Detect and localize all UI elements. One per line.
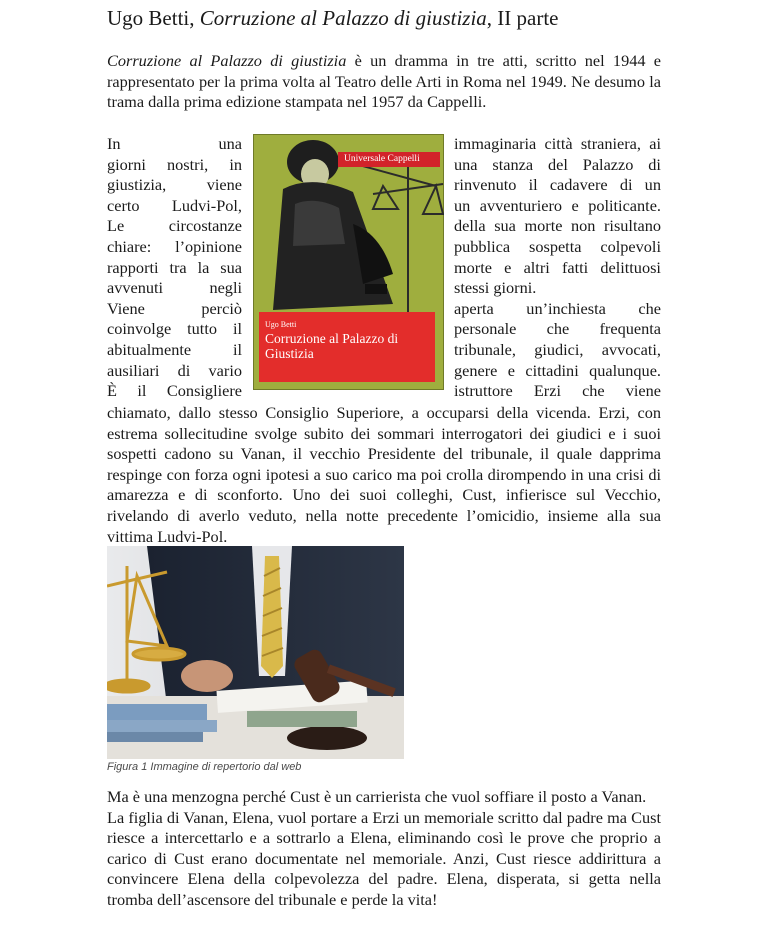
wrap-left-word: Viene <box>107 298 145 318</box>
title-work: Corruzione al Palazzo di giustizia <box>199 6 487 30</box>
wrap-right-word: un <box>454 195 471 215</box>
wrap-left-word: Consigliere <box>166 381 242 401</box>
wrap-right-line <box>454 175 661 196</box>
wrap-left-word: il <box>232 319 242 339</box>
wrap-left-line <box>107 134 242 155</box>
intro-italic-title: Corruzione al Palazzo di giustizia <box>107 51 347 70</box>
wrap-left-word: in <box>229 154 242 174</box>
wrap-left-word: giorni <box>107 154 146 174</box>
wrap-left-word: viene <box>206 175 242 195</box>
wrap-right-word: Erzi <box>533 381 561 401</box>
wrap-left-word: certo <box>107 195 140 215</box>
wrap-right-word: che <box>638 298 661 318</box>
closing-paragraph-1: Ma è una menzogna perché Cust è un carrierista che vuol soffiare il posto a Vanan. <box>107 787 647 806</box>
wrap-column-right <box>454 134 661 402</box>
wrap-right-word: viene <box>625 381 661 401</box>
wrap-right-word: morte <box>454 257 492 277</box>
wrap-right-word: della <box>454 216 486 236</box>
wrap-right-word: altri <box>523 257 550 277</box>
wrap-right-word: tribunale, <box>454 339 516 359</box>
wrap-right-word: città <box>544 134 573 153</box>
wrap-right-word: politicante. <box>588 195 661 215</box>
wrap-left-word: perciò <box>201 298 242 318</box>
wrap-right-word: del <box>547 154 568 174</box>
wrap-left-line <box>107 196 242 217</box>
wrap-right-word: frequenta <box>599 319 661 339</box>
wrap-left-line <box>107 175 242 196</box>
wrap-left-line <box>107 319 242 340</box>
wrap-right-word: un <box>644 175 661 195</box>
wrap-right-word: Palazzo <box>582 154 634 174</box>
wrap-right-line <box>454 361 661 382</box>
wrap-right-line <box>454 258 661 279</box>
wrap-left-word: sua <box>220 257 242 277</box>
wrap-right-word: cittadini <box>525 360 579 380</box>
wrap-left-word: circostanze <box>168 216 242 236</box>
wrap-right-line <box>454 299 661 320</box>
wrap-left-word: il <box>137 381 147 401</box>
wrap-right-word: il <box>528 175 538 195</box>
wrap-right-word: genere <box>454 360 498 380</box>
wrap-right-word: avvocati, <box>601 339 661 359</box>
wrap-left-word: In <box>107 134 121 153</box>
wrap-left-word: abitualmente <box>107 339 192 359</box>
wrap-left-word: avvenuti <box>107 278 164 298</box>
wrap-right-line <box>454 278 661 299</box>
wrap-right-line <box>454 134 661 155</box>
wrap-right-word: che <box>546 319 570 339</box>
wrap-left-word: tra <box>169 257 187 277</box>
wrap-left-word: la <box>197 257 210 277</box>
intro-text: è un dramma in tre atti, scritto nel 1944 e rappresentato per la prima volta al Teatro delle Arti in Roma nel 1949. Ne desumo la trama dalla prima edizione stampata nel 1957 da Cappelli. <box>107 51 661 112</box>
wrap-right-line <box>454 216 661 237</box>
wrap-left-word: Le <box>107 216 125 236</box>
wrap-right-word: che <box>582 381 605 401</box>
wrap-left-word: di <box>177 360 191 380</box>
wrap-right-word: fatti <box>561 257 589 277</box>
wrap-right-word: giudici, <box>534 339 584 359</box>
wrap-right-line <box>454 196 661 217</box>
wrap-right-word: straniera, <box>580 134 641 153</box>
book-series-banner: Universale Cappelli <box>338 152 440 167</box>
wrap-left-line <box>107 299 242 320</box>
wrap-left-word: il <box>232 339 242 359</box>
wrap-right-word: delittuosi <box>600 257 661 277</box>
wrap-right-word: stessi giorni. <box>454 278 537 298</box>
book-cover-author: Ugo Betti <box>265 320 297 329</box>
wrap-right-word: di <box>648 154 661 174</box>
wrap-right-word: personale <box>454 319 517 339</box>
wrap-right-word: e <box>571 195 579 215</box>
wrap-right-word: cadavere <box>549 175 608 195</box>
wrap-right-word: istruttore <box>454 381 513 401</box>
continuation-paragraph: chiamato, dallo stesso Consiglio Superiore, a occuparsi della vicenda. Erzi, con estrema sollecitudine svolge subito dei sommari interrogatori dei giudici e i suoi sospetti cadono su Vanan, il vecchio Presidente del tribunale, il quale dapprima respinge con forza ogni ipotesi a suo carico ma poi crolla dirompendo in una crisi di amarezza e di sconforto. Uno dei suoi colleghi, Cust, infierisce sul Vecchio, rivelando di averlo veduto, nella notte precedente l’omicidio, insieme alla sua vittima Ludvi-Pol. <box>107 403 661 546</box>
wrap-left-word: È <box>107 381 117 401</box>
wrap-left-word: vario <box>208 360 242 380</box>
wrap-left-line <box>107 381 242 402</box>
wrap-right-word: stanza <box>492 154 534 174</box>
wrap-right-word: di <box>619 175 633 195</box>
wrap-right-word: una <box>454 154 478 174</box>
wrap-left-line <box>107 361 242 382</box>
wrap-right-word: un’inchiesta <box>526 298 606 318</box>
wrap-right-word: morte <box>524 216 563 236</box>
wrap-right-line <box>454 319 661 340</box>
wrap-right-word: immaginaria <box>454 134 537 153</box>
figure-caption: Figura 1 Immagine di repertorio dal web <box>107 761 302 773</box>
wrap-left-line <box>107 278 242 299</box>
wrap-left-line <box>107 216 242 237</box>
closing-paragraph-2: La figlia di Vanan, Elena, vuol portare a Erzi un memoriale scritto dal padre ma Cust riesce a intercettarlo e a sottrarlo a Elena, eliminando così le prove che proprio a carico di Cust erano documentate nel memoriale. Anzi, Cust riesce addirittura a convincere Elena della colpevolezza del padre. Elena, disperata, si getta nella tromba dell’ascensore del tribunale e perde la vita! <box>107 807 661 909</box>
wrap-left-line <box>107 155 242 176</box>
book-cover-title: Corruzione al Palazzo di Giustizia <box>265 331 399 361</box>
wrap-right-line <box>454 155 661 176</box>
title-author: Ugo Betti, <box>107 6 195 30</box>
wrap-left-word: l’opinione <box>175 236 242 256</box>
wrap-right-word: aperta <box>454 298 494 318</box>
photo-illustration <box>107 546 404 759</box>
wrap-right-word: pubblica <box>454 236 511 256</box>
wrap-left-word: giustizia, <box>107 175 167 195</box>
wrap-left-line <box>107 340 242 361</box>
wrap-right-word: sua <box>494 216 516 236</box>
wrap-right-word: rinvenuto <box>454 175 517 195</box>
wrap-right-word: risultano <box>604 216 661 236</box>
wrap-left-word: negli <box>209 278 242 298</box>
wrap-right-line <box>454 381 661 402</box>
wrap-left-word: Ludvi-Pol, <box>171 195 242 215</box>
wrap-left-word: tutto <box>187 319 217 339</box>
wrap-right-word: e <box>507 360 515 380</box>
closing-paragraphs <box>107 787 661 911</box>
wrap-left-word: coinvolge <box>107 319 172 339</box>
wrap-left-word: nostri, <box>167 154 209 174</box>
book-cover-image <box>253 134 444 390</box>
wrap-column-left <box>107 134 242 402</box>
wrap-left-word: chiare: <box>107 236 152 256</box>
title-part: , II parte <box>486 6 559 30</box>
wrap-right-word: avventuriero <box>479 195 563 215</box>
wrap-right-word: ai <box>649 134 661 153</box>
intro-paragraph <box>107 51 661 113</box>
wrap-left-line <box>107 258 242 279</box>
wrap-right-word: sospetta <box>529 236 582 256</box>
wrap-left-word: rapporti <box>107 257 159 277</box>
wrap-right-word: non <box>571 216 596 236</box>
wrap-right-word: qualunque. <box>589 360 661 380</box>
wrap-left-word: ausiliari <box>107 360 160 380</box>
page-title <box>107 6 559 31</box>
wrap-right-line <box>454 340 661 361</box>
wrap-left-word: una <box>218 134 242 153</box>
wrap-right-word: e <box>504 257 512 277</box>
wrap-right-line <box>454 237 661 258</box>
wrap-left-line <box>107 237 242 258</box>
judge-gavel-photo <box>107 546 404 759</box>
wrap-right-word: colpevoli <box>600 236 661 256</box>
